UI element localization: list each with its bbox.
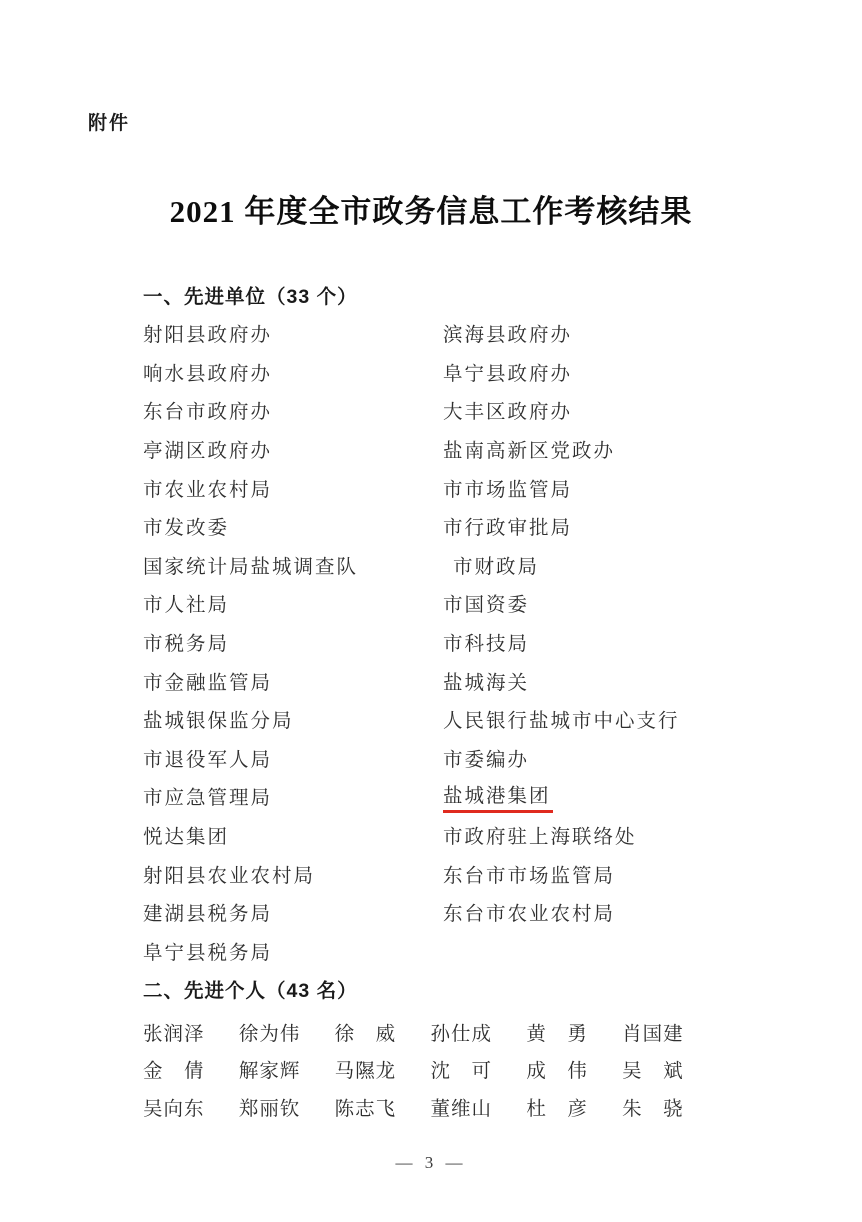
unit-row bbox=[143, 391, 743, 430]
person-name: 董维山 bbox=[430, 1098, 493, 1120]
person-name: 成 伟 bbox=[526, 1061, 588, 1083]
unit-name-left: 阜宁县税务局 bbox=[143, 942, 273, 964]
page-number: — 3 — bbox=[395, 1153, 467, 1172]
unit-name-right: 市行政审批局 bbox=[443, 518, 573, 540]
unit-name-left: 建湖县税务局 bbox=[143, 904, 273, 926]
unit-name-left: 国家统计局盐城调查队 bbox=[143, 556, 359, 578]
person-name: 吴 斌 bbox=[622, 1061, 684, 1083]
unit-name-left: 市发改委 bbox=[143, 518, 230, 540]
person-name: 马隰龙 bbox=[334, 1061, 397, 1083]
unit-name-right: 市科技局 bbox=[443, 634, 530, 656]
unit-name-left: 市金融监管局 bbox=[143, 672, 273, 694]
unit-name-left: 悦达集团 bbox=[143, 827, 230, 849]
unit-row bbox=[143, 623, 743, 662]
red-underline-highlight: 盐城港集团 bbox=[443, 780, 553, 813]
unit-name-right: 盐城海关 bbox=[443, 672, 530, 694]
unit-row bbox=[143, 314, 743, 353]
unit-row bbox=[143, 546, 743, 585]
unit-name-right: 市政府驻上海联络处 bbox=[443, 827, 637, 849]
unit-name-right: 阜宁县政府办 bbox=[443, 363, 573, 385]
person-name: 张润泽 bbox=[143, 1023, 205, 1045]
unit-name-left: 市人社局 bbox=[143, 595, 230, 617]
unit-name-left: 东台市政府办 bbox=[143, 402, 273, 424]
unit-name-left: 市退役军人局 bbox=[143, 749, 273, 771]
unit-row bbox=[143, 430, 743, 469]
document-title: 2021 年度全市政务信息工作考核结果 bbox=[169, 194, 693, 229]
unit-name-right: 市市场监管局 bbox=[443, 479, 573, 501]
person-name: 解家辉 bbox=[238, 1061, 301, 1083]
unit-name-right: 东台市农业农村局 bbox=[443, 904, 616, 926]
person-name: 徐为伟 bbox=[238, 1023, 301, 1045]
unit-name-right: 市财政局 bbox=[453, 556, 540, 578]
unit-row bbox=[143, 739, 743, 778]
unit-name-left: 盐城银保监分局 bbox=[143, 711, 294, 733]
person-name: 徐 威 bbox=[334, 1023, 397, 1045]
person-name: 郑丽钦 bbox=[238, 1098, 301, 1120]
person-name: 杜 彦 bbox=[526, 1098, 588, 1120]
unit-row bbox=[143, 932, 743, 971]
unit-name-left: 市农业农村局 bbox=[143, 479, 273, 501]
unit-name-left: 响水县政府办 bbox=[143, 363, 273, 385]
person-name: 孙仕成 bbox=[430, 1023, 493, 1045]
unit-row bbox=[143, 893, 743, 932]
unit-name-right: 市委编办 bbox=[443, 749, 530, 771]
unit-name-left: 市应急管理局 bbox=[143, 788, 273, 810]
unit-name-right: 东台市市场监管局 bbox=[443, 865, 616, 887]
person-name: 沈 可 bbox=[430, 1061, 493, 1083]
unit-row bbox=[143, 661, 743, 700]
unit-name-left: 亭湖区政府办 bbox=[143, 441, 273, 463]
unit-row bbox=[143, 584, 743, 623]
unit-name-left: 射阳县农业农村局 bbox=[143, 865, 316, 887]
unit-name-right: 滨海县政府办 bbox=[443, 325, 573, 347]
section-heading-individuals: 二、先进个人（43 名） bbox=[143, 980, 358, 1002]
unit-row bbox=[143, 468, 743, 507]
section-heading-units: 一、先进单位（33 个） bbox=[143, 286, 358, 308]
attachment-label: 附件 bbox=[88, 113, 131, 134]
unit-name-right: 大丰区政府办 bbox=[443, 402, 573, 424]
unit-name-left: 射阳县政府办 bbox=[143, 325, 273, 347]
unit-row bbox=[143, 816, 743, 855]
person-name: 黄 勇 bbox=[526, 1023, 588, 1045]
unit-name-right-highlighted bbox=[443, 780, 743, 813]
unit-row bbox=[143, 854, 743, 893]
unit-row bbox=[143, 353, 743, 392]
unit-row bbox=[143, 700, 743, 739]
individual-names-grid bbox=[143, 1013, 718, 1126]
unit-name-right: 人民银行盐城市中心支行 bbox=[443, 711, 680, 733]
unit-name-left: 市税务局 bbox=[143, 634, 230, 656]
unit-row bbox=[143, 777, 743, 816]
person-name: 陈志飞 bbox=[334, 1098, 397, 1120]
person-name: 吴向东 bbox=[143, 1098, 205, 1120]
units-list bbox=[143, 314, 743, 970]
person-name: 朱 骁 bbox=[622, 1098, 684, 1120]
unit-name-right: 盐南高新区党政办 bbox=[443, 441, 616, 463]
person-name: 肖国建 bbox=[622, 1023, 684, 1045]
unit-row bbox=[143, 507, 743, 546]
unit-name-right: 市国资委 bbox=[443, 595, 530, 617]
person-name: 金 倩 bbox=[143, 1061, 205, 1083]
